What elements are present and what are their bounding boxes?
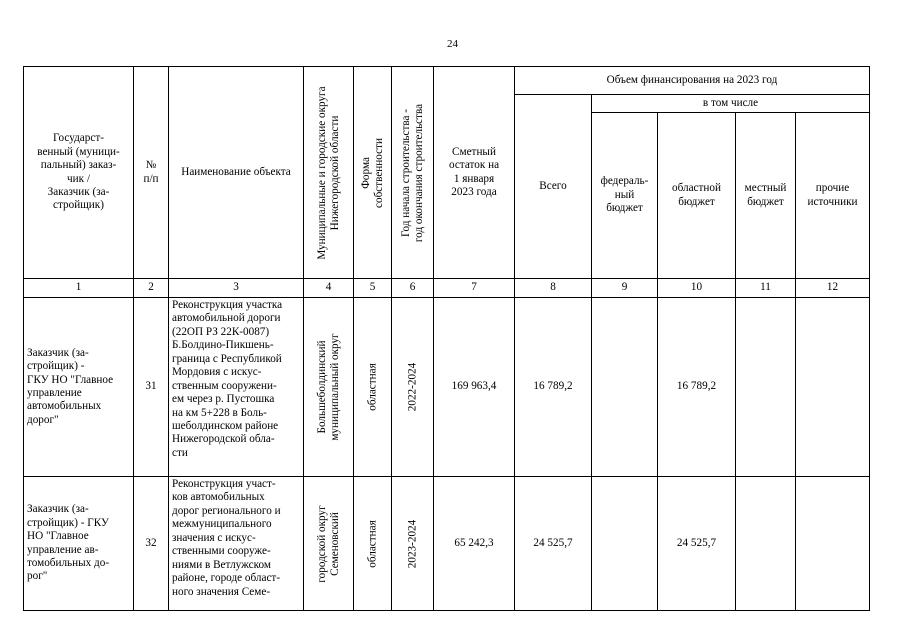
- header-customer: Государст- венный (муници- пальный) заказ- чик / Заказчик (за- стройщик): [24, 67, 134, 279]
- header-total: Всего: [515, 95, 592, 279]
- row-federal: [592, 298, 658, 477]
- row-balance: 169 963,4: [434, 298, 515, 477]
- row-other: [796, 477, 870, 611]
- column-number: 12: [796, 279, 870, 298]
- table-row: [24, 298, 870, 477]
- header-years: Год начала строительства - год окончания строительства: [392, 67, 434, 279]
- row-ownership: областная: [354, 477, 392, 611]
- page-number: 24: [447, 38, 458, 50]
- column-number: 4: [304, 279, 354, 298]
- header-federal: федераль- ный бюджет: [592, 113, 658, 279]
- header-other: прочие источники: [796, 113, 870, 279]
- row-customer: Заказчик (за- стройщик) - ГКУ НО "Главное управление ав- томобильных до- рог": [24, 477, 134, 611]
- column-number: 9: [592, 279, 658, 298]
- header-balance: Сметный остаток на 1 января 2023 года: [434, 67, 515, 279]
- row-customer: Заказчик (за- стройщик) - ГКУ НО "Главное управление автомобильных дорог": [24, 298, 134, 477]
- row-federal: [592, 477, 658, 611]
- header-number: № п/п: [134, 67, 169, 279]
- row-years: 2022-2024: [392, 298, 434, 477]
- column-number: 7: [434, 279, 515, 298]
- header-local: местный бюджет: [736, 113, 796, 279]
- row-number: 32: [134, 477, 169, 611]
- row-total: 16 789,2: [515, 298, 592, 477]
- row-regional: 16 789,2: [658, 298, 736, 477]
- header-row-1: [24, 67, 870, 95]
- row-local: [736, 298, 796, 477]
- column-number: 3: [169, 279, 304, 298]
- row-number: 31: [134, 298, 169, 477]
- column-number: 6: [392, 279, 434, 298]
- table-row: [24, 477, 870, 611]
- row-total: 24 525,7: [515, 477, 592, 611]
- header-ownership: Форма собственности: [354, 67, 392, 279]
- row-years: 2023-2024: [392, 477, 434, 611]
- column-number: 2: [134, 279, 169, 298]
- row-ownership: областная: [354, 298, 392, 477]
- column-number: 8: [515, 279, 592, 298]
- column-number-row: [24, 279, 870, 298]
- header-object-name: Наименование объекта: [169, 67, 304, 279]
- row-object-name: Реконструкция участка автомобильной дороги (22ОП РЗ 22К-0087) Б.Болдино-Пикшень- граница с Республикой Мордовия с искус- ственным сооружени- ем через р. Пустошка на км 5+228 в Боль- шеболдинском районе Нижегородской обла- сти: [169, 298, 304, 477]
- column-number: 10: [658, 279, 736, 298]
- row-municipality: городской округ Семеновский: [304, 477, 354, 611]
- row-balance: 65 242,3: [434, 477, 515, 611]
- header-municipality: Муниципальные и городские округа Нижегородской области: [304, 67, 354, 279]
- row-municipality: Большеболдинский муниципальный округ: [304, 298, 354, 477]
- column-number: 1: [24, 279, 134, 298]
- row-local: [736, 477, 796, 611]
- financing-table: [23, 66, 870, 611]
- row-regional: 24 525,7: [658, 477, 736, 611]
- row-object-name: Реконструкция участ- ков автомобильных дорог регионального и межмуниципального значения с искус- ственными сооруже- ниями в Ветлужском районе, городе област- ного значения Семе-: [169, 477, 304, 611]
- column-number: 5: [354, 279, 392, 298]
- header-regional: областной бюджет: [658, 113, 736, 279]
- row-other: [796, 298, 870, 477]
- header-including: в том числе: [592, 95, 870, 113]
- header-financing: Объем финансирования на 2023 год: [515, 67, 870, 95]
- column-number: 11: [736, 279, 796, 298]
